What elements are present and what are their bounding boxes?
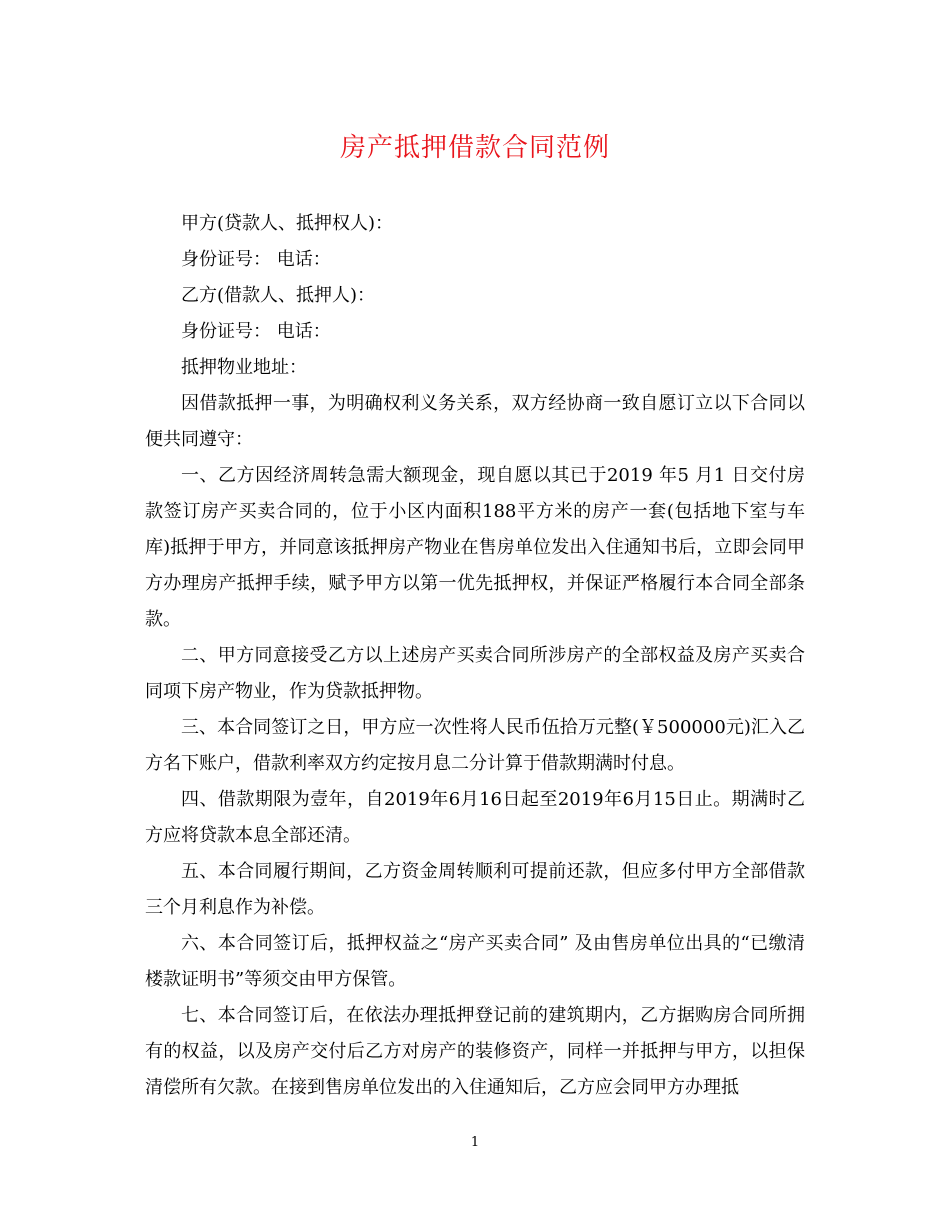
- clause-3-paragraph: 三、本合同签订之日，甲方应一次性将人民币伍拾万元整(￥500000元)汇入乙方名下账户，借款利率双方约定按月息二分计算于借款期满时付息。: [145, 717, 805, 774]
- property-address-line: 抵押物业地址：: [181, 357, 307, 378]
- party-a-id-phone-line: 身份证号： 电话：: [181, 249, 331, 270]
- party-b-id-phone-line: 身份证号： 电话：: [181, 321, 331, 342]
- clause-6-paragraph: 六、本合同签订后，抵押权益之“房产买卖合同” 及由售房单位出具的“已缴清楼款证明书”等须交由甲方保管。: [145, 933, 805, 990]
- clause-5-paragraph: 五、本合同履行期间，乙方资金周转顺利可提前还款，但应多付甲方全部借款三个月利息作为补偿。: [145, 861, 805, 918]
- clause-2-paragraph: 二、甲方同意接受乙方以上述房产买卖合同所涉房产的全部权益及房产买卖合同项下房产物业，作为贷款抵押物。: [145, 645, 805, 702]
- party-b-line: 乙方(借款人、抵押人)：: [181, 285, 376, 306]
- page-number: 1: [470, 1135, 480, 1150]
- preamble-paragraph: 因借款抵押一事，为明确权利义务关系，双方经协商一致自愿订立以下合同以便共同遵守：: [145, 393, 805, 450]
- clause-1-paragraph: 一、乙方因经济周转急需大额现金，现自愿以其已于2019 年5 月1 日交付房款签订房产买卖合同的，位于小区内面积188平方米的房产一套(包括地下室与车库)抵押于甲方，并同意该抵押房产物业在售房单位发出入住通知书后，立即会同甲方办理房产抵押手续，赋予甲方以第一优先抵押权，并保证严格履行本合同全部条款。: [145, 465, 805, 630]
- party-a-line: 甲方(贷款人、抵押权人)：: [181, 213, 394, 234]
- document-body: [145, 206, 805, 1106]
- clause-7-paragraph: 七、本合同签订后，在依法办理抵押登记前的建筑期内，乙方据购房合同所拥有的权益，以及房产交付后乙方对房产的装修资产，同样一并抵押与甲方，以担保清偿所有欠款。在接到售房单位发出的入住通知后，乙方应会同甲方办理抵: [145, 1005, 805, 1098]
- document-title: 房产抵押借款合同范例: [339, 133, 610, 163]
- clause-4-paragraph: 四、借款期限为壹年，自2019年6月16日起至2019年6月15日止。期满时乙方应将贷款本息全部还清。: [145, 789, 805, 846]
